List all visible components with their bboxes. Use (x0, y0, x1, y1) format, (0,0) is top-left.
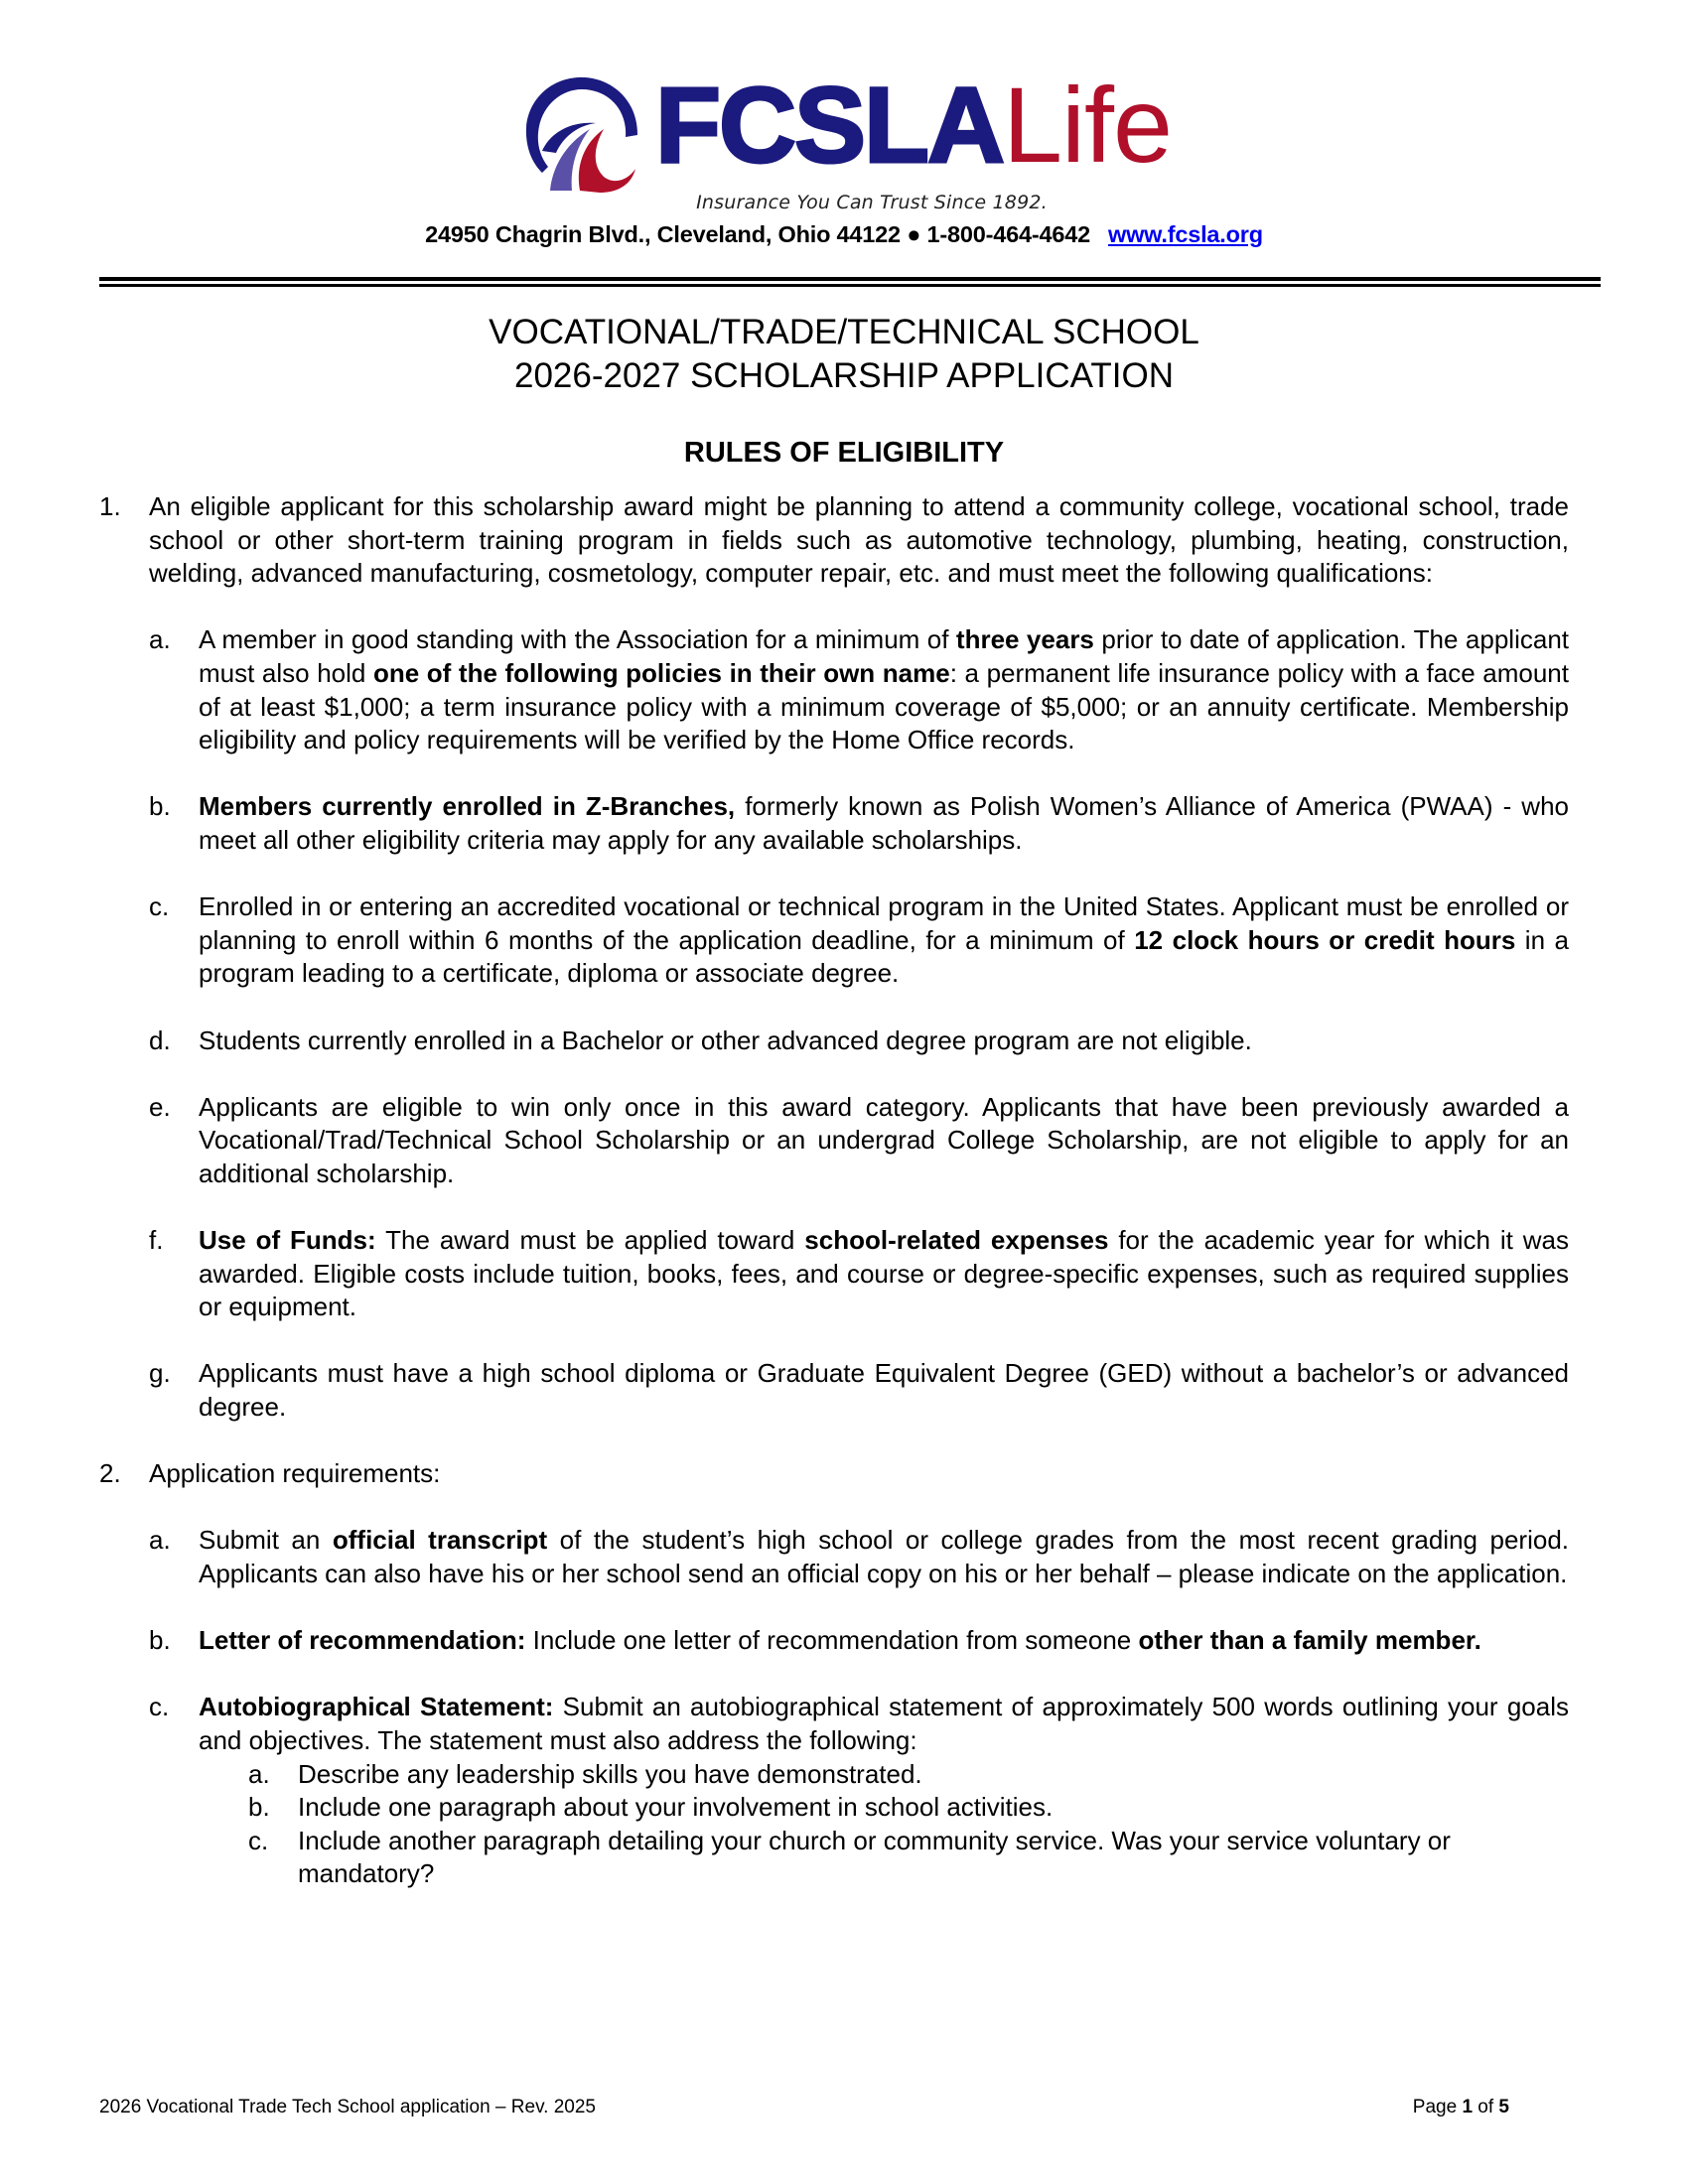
item-text (199, 891, 1569, 988)
item-label: b. (149, 1625, 171, 1656)
text-run: A member in good standing with the Association for a minimum of (199, 624, 956, 655)
spacer (99, 991, 1569, 1024)
item-label: f. (149, 1225, 164, 1256)
title-line-2: 2026-2027 SCHOLARSHIP APPLICATION (513, 356, 1174, 395)
document-body (99, 490, 1569, 1891)
spacer (99, 1591, 1569, 1625)
logo-wordmark (655, 65, 1173, 185)
item-text (199, 1025, 1252, 1055)
list-item (99, 790, 1569, 857)
text-run: for the academic year for which it was awarded. Eligible costs include tuition, books, fees, and course or degree-specific expenses, such as required supplies or equipment. (199, 1225, 1569, 1322)
text-run: Include one letter of recommendation from someone (525, 1625, 1139, 1656)
section-text: Application requirements: (149, 1458, 441, 1489)
sub-list-item (99, 1825, 1569, 1891)
contact-line (0, 221, 1688, 248)
list-item (99, 1024, 1569, 1058)
item-label: a. (149, 1525, 171, 1556)
spacer (99, 1324, 1569, 1358)
fcsla-logo (516, 65, 1192, 192)
spacer (99, 1491, 1569, 1525)
sub-item-label: c. (248, 1825, 269, 1855)
text-run: Applicants are eligible to win only once in this award category. Applicants that have been previously awarded a Vocational/Trad/Technical School Scholarship or an undergrad College Scholarship, are not eligible to apply for an additional scholarship. (199, 1091, 1569, 1188)
sub-item-label: a. (248, 1758, 270, 1789)
sub-list-item (99, 1791, 1569, 1825)
header-rule-thin (99, 284, 1601, 287)
text-run: Students currently enrolled in a Bachelor or other advanced degree program are not eligible. (199, 1024, 1252, 1055)
item-label: c. (149, 1692, 170, 1722)
item-label: c. (149, 891, 170, 922)
item-text (199, 791, 1569, 855)
list-item (99, 1091, 1569, 1191)
spacer (99, 1057, 1569, 1091)
emphasis-text: Members currently enrolled in Z-Branches, (199, 791, 736, 822)
text-run: prior to date of application. The applicant must also hold (199, 624, 1569, 688)
emphasis-text: Use of Funds: (199, 1225, 376, 1256)
footer-revision: 2026 Vocational Trade Tech School application – Rev. 2025 (99, 2097, 596, 2117)
item-text (199, 1225, 1569, 1321)
sub-item-text: Include one paragraph about your involvement in school activities. (298, 1792, 1054, 1823)
numbered-section (99, 1457, 1569, 1491)
emphasis-text: Autobiographical Statement: (199, 1692, 554, 1722)
emphasis-text: one of the following policies in their own name (372, 657, 950, 688)
item-text (199, 1358, 1569, 1422)
text-run: in a program leading to a certificate, diploma or associate degree. (199, 924, 1569, 989)
list-item (99, 1624, 1569, 1658)
text-run: Submit an autobiographical statement of approximately 500 words outlining your goals and objectives. The statement must also address the following: (199, 1692, 1570, 1755)
header-rule-thick (99, 277, 1601, 281)
item-text (199, 1692, 1569, 1755)
emphasis-text: 12 clock hours or credit hours (1134, 924, 1516, 955)
sub-item-text: Include another paragraph detailing your church or community service. Was your service voluntary or mandatory? (298, 1825, 1451, 1889)
logo-brand-suffix: Life (1002, 65, 1173, 185)
sub-list-item (99, 1758, 1569, 1792)
list-item (99, 1524, 1569, 1590)
list-item (99, 623, 1569, 756)
item-text (199, 1525, 1569, 1588)
address-phone: 24950 Chagrin Blvd., Cleveland, Ohio 44122 ● 1-800-464-4642 (425, 221, 1091, 247)
section-heading: RULES OF ELIGIBILITY (683, 437, 1005, 469)
item-text (199, 1625, 1481, 1655)
section-number: 1. (99, 491, 121, 521)
text-run: Applicants must have a high school diploma or Graduate Equivalent Degree (GED) without a bachelor’s or advanced degree. (199, 1358, 1569, 1423)
spacer (99, 757, 1569, 791)
title-line-1: VOCATIONAL/TRADE/TECHNICAL SCHOOL (489, 313, 1199, 351)
page-title (0, 311, 1688, 398)
text-run: Enrolled in or entering an accredited vocational or technical program in the United States. Applicant must be enrolled or planning to enroll within 6 months of the application deadline, for a minimum of (199, 891, 1569, 955)
text-run: The award must be applied toward (375, 1225, 805, 1256)
list-item (99, 1691, 1569, 1757)
sub-item-label: b. (248, 1792, 270, 1823)
tagline: Insurance You Can Trust Since 1892. (696, 192, 1048, 213)
spacer (99, 1658, 1569, 1692)
spacer (99, 591, 1569, 624)
item-label: a. (149, 624, 171, 655)
item-text (199, 624, 1569, 754)
list-item (99, 1224, 1569, 1324)
list-item (99, 890, 1569, 991)
section-number: 2. (99, 1458, 121, 1489)
footer-page-number: Page 1 of 5 (1412, 2097, 1509, 2117)
logo-brand-main: FCSLA (655, 65, 1003, 185)
emphasis-text: official transcript (332, 1525, 548, 1556)
spacer (99, 1190, 1569, 1224)
emphasis-text: school-related expenses (804, 1225, 1109, 1256)
item-label: b. (149, 791, 171, 822)
numbered-section (99, 490, 1569, 591)
sub-item-text: Describe any leadership skills you have demonstrated. (298, 1758, 922, 1789)
item-label: e. (149, 1091, 171, 1122)
emphasis-text: Letter of recommendation: (199, 1625, 526, 1656)
list-item (99, 1357, 1569, 1424)
spacer (99, 1425, 1569, 1458)
item-label: g. (149, 1358, 171, 1389)
spacer (99, 858, 1569, 891)
text-run: Submit an (199, 1525, 333, 1556)
text-run: formerly known as Polish Women’s Alliance of America (PWAA) - who meet all other eligibility criteria may apply for any available scholarships. (199, 791, 1569, 855)
item-label: d. (149, 1024, 171, 1055)
text-run: : a permanent life insurance policy with a face amount of at least $1,000; a term insurance policy with a minimum coverage of $5,000; or an annuity certificate. Membership eligibility and policy requirements will be verified by the Home Office records. (199, 657, 1569, 755)
section-text: An eligible applicant for this scholarship award might be planning to attend a community college, vocational school, trade school or other short-term training program in fields such as automotive technology, plumbing, heating, construction, welding, advanced manufacturing, cosmetology, computer repair, etc. and must meet the following qualifications: (149, 491, 1569, 589)
fcsla-swirl-logo-icon (520, 73, 645, 193)
item-text (199, 1092, 1569, 1188)
emphasis-text: other than a family member. (1138, 1625, 1481, 1656)
website-link[interactable]: www.fcsla.org (1108, 221, 1263, 247)
emphasis-text: three years (955, 624, 1094, 655)
text-run: of the student’s high school or college grades from the most recent grading period. Applicants can also have his or her school send an official copy on his or her behalf – please indicate on the application. (199, 1525, 1570, 1588)
